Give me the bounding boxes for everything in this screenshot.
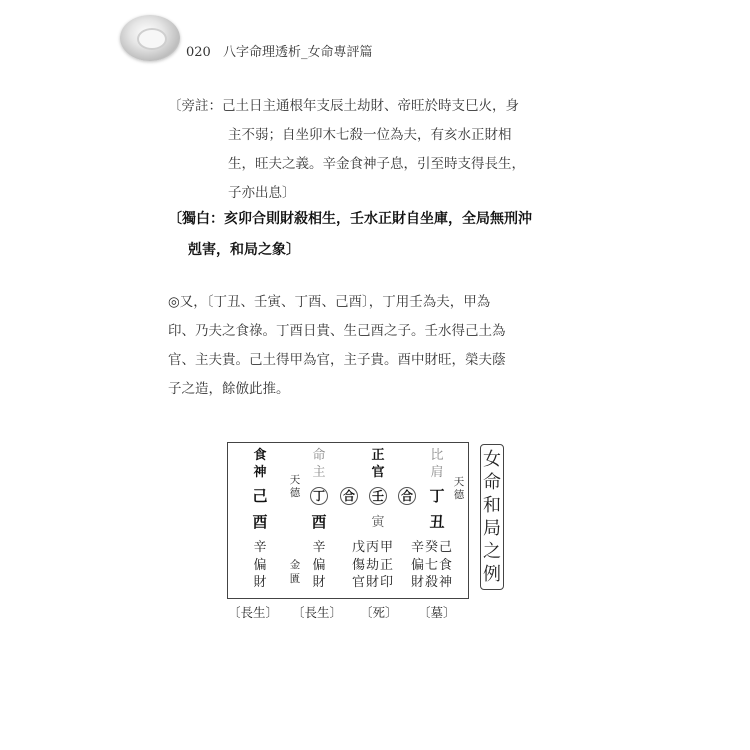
note-line: 〔旁註：己土日主通根年支辰土劫財、帝旺於時支巳火，身 xyxy=(168,98,519,114)
pillar2-branch: 酉 xyxy=(311,513,327,531)
jingui-bottom: 匱 xyxy=(289,573,301,585)
pillar2-god-top: 命 xyxy=(312,448,326,463)
pillar3-god-bottom: 官 xyxy=(371,465,385,480)
chart-title xyxy=(481,448,503,586)
pillar4-hidden-god-top: 偏七食 xyxy=(411,558,454,573)
body-line: 子之造，餘倣此推。 xyxy=(168,381,290,397)
pillar3-hidden: 戊丙甲 xyxy=(352,540,395,555)
pillar2-foot: 〔長生〕 xyxy=(292,605,343,620)
pillar3-stem: 壬 xyxy=(369,487,387,505)
tiande-left-top: 天 xyxy=(289,474,301,486)
pillar1-hidden: 辛 xyxy=(253,540,267,555)
tiande-left-bottom: 德 xyxy=(289,487,301,499)
chart-title-char: 命 xyxy=(483,472,501,493)
pillar4-branch: 丑 xyxy=(429,513,445,531)
he-mark: 合 xyxy=(398,487,416,505)
pillar3-hidden-god-top: 傷劫正 xyxy=(352,558,395,573)
note-line: 生，旺夫之義。辛金食神子息，引至時支得長生， xyxy=(228,156,525,172)
pillar1-hidden-god-bottom: 財 xyxy=(253,575,267,590)
side-note-paragraph xyxy=(168,92,525,208)
page-header xyxy=(186,41,372,60)
pillar2-stem: 丁 xyxy=(310,487,328,505)
monologue-paragraph xyxy=(168,204,532,266)
pillar1-stem: 己 xyxy=(252,487,268,505)
note-line: 主不弱；自坐卯木七殺一位為夫，有亥水正財相 xyxy=(228,127,512,143)
chart-title-char: 女 xyxy=(483,449,501,470)
chart-title-char: 和 xyxy=(483,495,501,516)
pillar3-god-top: 正 xyxy=(371,448,385,463)
chart-title-char: 例 xyxy=(483,564,501,585)
pillar2-hidden-god-top: 偏 xyxy=(312,558,326,573)
pillar3-branch: 寅 xyxy=(371,515,385,530)
pillar1-foot: 〔長生〕 xyxy=(228,605,279,620)
body-line: 官、主夫貴。己土得甲為官，主子貴。酉中財旺，榮夫蔭 xyxy=(168,352,506,368)
pillar3-foot: 〔死〕 xyxy=(360,605,398,620)
body-line: 印、乃夫之食祿。丁酉日貴、生己酉之子。壬水得己土為 xyxy=(168,323,506,339)
pillar2-hidden: 辛 xyxy=(312,540,326,555)
book-title: 八字命理透析_女命專評篇 xyxy=(222,45,373,60)
jingui-top: 金 xyxy=(289,559,301,571)
pillar1-god-top: 食 xyxy=(253,448,267,463)
pillar1-branch: 酉 xyxy=(252,513,268,531)
monologue-line: 〔獨白：亥卯合則財殺相生，壬水正財自坐庫，全局無刑沖 xyxy=(168,211,532,227)
monologue-line: 剋害，和局之象〕 xyxy=(188,242,300,258)
note-line: 子亦出息〕 xyxy=(228,185,296,201)
pillar4-hidden: 辛癸己 xyxy=(411,540,454,555)
pillar3-hidden-god-bottom: 官財印 xyxy=(352,575,395,590)
pillar4-god-bottom: 肩 xyxy=(430,465,444,480)
chart-title-vertical xyxy=(480,444,504,590)
pillar4-god-top: 比 xyxy=(430,448,444,463)
pillar1-hidden-god-top: 偏 xyxy=(253,558,267,573)
pillar1-god-bottom: 神 xyxy=(253,465,267,480)
pillar4-hidden-god-bottom: 財殺神 xyxy=(411,575,454,590)
bazi-chart xyxy=(227,442,469,599)
body-paragraph xyxy=(168,288,506,404)
pillar4-foot: 〔墓〕 xyxy=(418,605,456,620)
tiande-right-bottom: 德 xyxy=(453,489,465,501)
chart-title-char: 之 xyxy=(483,541,501,562)
he-mark: 合 xyxy=(340,487,358,505)
book-logo-emblem xyxy=(120,15,180,61)
body-line: ◎又，〔丁丑、壬寅、丁酉、己酉〕，丁用壬為夫，甲為 xyxy=(168,294,491,310)
pillar4-stem: 丁 xyxy=(429,487,445,505)
tiande-right-top: 天 xyxy=(453,476,465,488)
page-number: 020 xyxy=(186,45,211,60)
pillar2-god-bottom: 主 xyxy=(312,465,326,480)
chart-title-char: 局 xyxy=(483,518,501,539)
pillar2-hidden-god-bottom: 財 xyxy=(312,575,326,590)
